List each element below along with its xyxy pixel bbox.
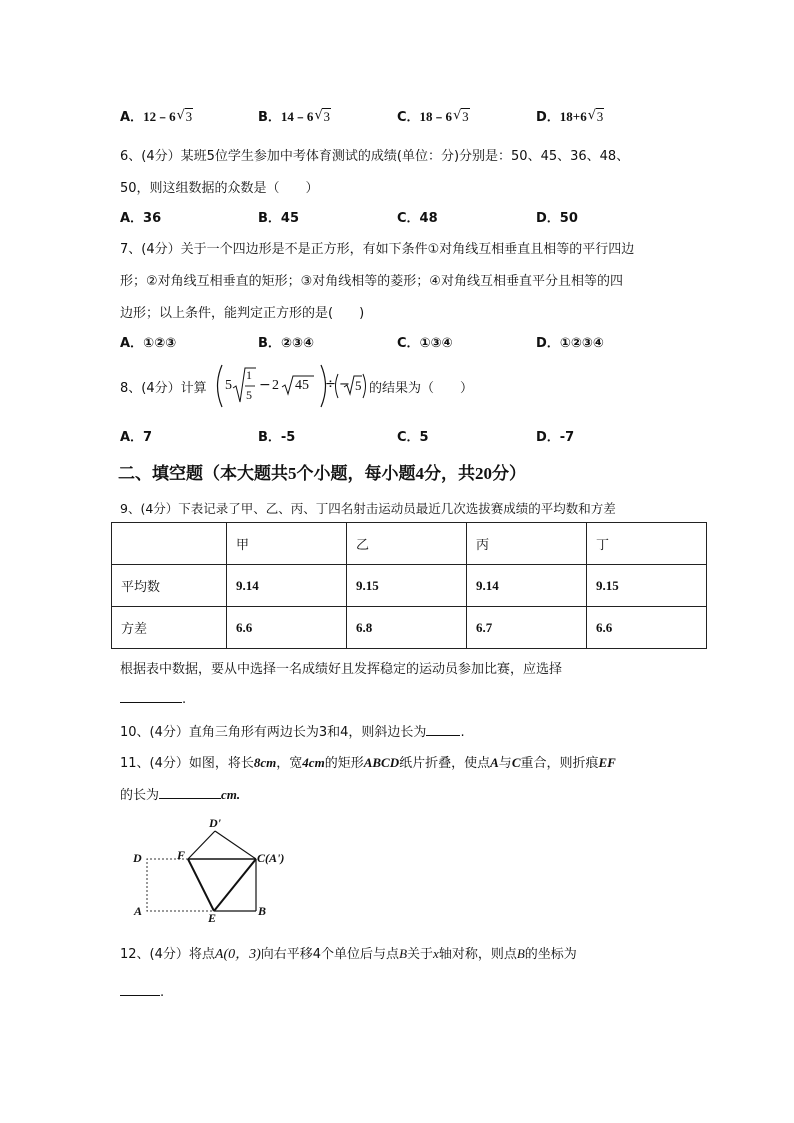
sqrt-symbol: √ 3 (588, 109, 605, 125)
table-cell: 6.6 (227, 607, 347, 649)
q6-option-d: D．50 (536, 211, 578, 226)
q9-table (111, 522, 707, 649)
table-cell: 6.7 (467, 607, 587, 649)
q6-option-b: B．45 (258, 211, 299, 226)
q5-option-b: B．14﹣6√ 3 (258, 106, 331, 125)
q8-option-b: B．-5 (258, 430, 296, 445)
q9-answer-line: . (120, 690, 186, 707)
table-row (112, 523, 707, 565)
table-cell: 6.6 (587, 607, 707, 649)
label-f: F (177, 848, 186, 862)
q7-option-a: A．①②③ (120, 336, 177, 351)
section-heading: 二、填空题（本大题共5个小题，每小题4分，共20分） (118, 464, 526, 483)
table-cell: 方差 (112, 607, 227, 649)
label-b: B (258, 904, 267, 918)
table-header: 丙 (467, 523, 587, 565)
label-d-prime: D' (209, 816, 221, 830)
q5-option-a: A．12﹣6√ 3 (120, 106, 193, 125)
q6-option-a: A．36 (120, 211, 162, 226)
q12-answer-line: . (120, 983, 164, 1000)
sqrt-symbol: √ 3 (453, 109, 470, 125)
q8-expression: 5 1 5 − 2 45 ÷ − 5 (213, 362, 423, 410)
q6-line1: 6、(4分）某班5位学生参加中考体育测试的成绩(单位：分)分别是：50、45、36、48、 (120, 149, 630, 164)
table-cell (112, 523, 227, 565)
table-cell: 9.14 (467, 565, 587, 607)
q11-figure (130, 815, 310, 925)
q9-after: 根据表中数据，要从中选择一名成绩好且发挥稳定的运动员参加比赛，应选择 (120, 662, 563, 677)
q7-line1: 7、(4分）关于一个四边形是不是正方形，有如下条件①对角线互相垂直且相等的平行四边 (120, 242, 635, 257)
table-row (112, 565, 707, 607)
fold-diagram (130, 815, 310, 925)
q7-option-b: B．②③④ (258, 336, 314, 351)
table-row (112, 607, 707, 649)
q10-line: 10、(4分）直角三角形有两边长为3和4，则斜边长为 . (120, 725, 465, 740)
label-c: C(A') (257, 851, 285, 865)
q5-option-c: C．18﹣6√ 3 (397, 106, 470, 125)
q8-suffix: 的结果为（ ） (369, 381, 474, 396)
answer-blank (120, 690, 182, 703)
table-header: 丁 (587, 523, 707, 565)
q12-line1: 12、(4分）将点A(0，3)向右平移4个单位后与点B关于x轴对称，则点B的坐标为 (120, 946, 577, 962)
label-d: D (133, 851, 142, 865)
q11-line1: 11、(4分）如图，将长8cm，宽4cm的矩形ABCD纸片折叠，使点A与C重合，则折痕EF (120, 755, 616, 771)
table-cell: 9.14 (227, 565, 347, 607)
q7-option-d: D．①②③④ (536, 336, 604, 351)
table-cell: 9.15 (347, 565, 467, 607)
q9-line1: 9、(4分）下表记录了甲、乙、丙、丁四名射击运动员最近几次选拔赛成绩的平均数和方差 (120, 501, 616, 516)
q11-line2: 的长为 cm. (120, 787, 241, 803)
q8-option-c: C．5 (397, 430, 429, 445)
q8-option-d: D．-7 (536, 430, 575, 445)
sqrt-symbol: √ 3 (314, 109, 331, 125)
label-e: E (208, 911, 217, 925)
table-header: 乙 (347, 523, 467, 565)
sqrt-symbol: √ 3 (177, 109, 194, 125)
table-cell: 6.8 (347, 607, 467, 649)
q7-option-c: C．①③④ (397, 336, 453, 351)
table-cell: 9.15 (587, 565, 707, 607)
q7-line3: 边形；以上条件，能判定正方形的是( ) (120, 306, 365, 321)
table-header: 甲 (227, 523, 347, 565)
label-a: A (134, 904, 143, 918)
answer-blank (159, 786, 221, 799)
q8-prefix: 8、(4分）计算 (120, 381, 207, 396)
q5-option-d: D．18+6√ 3 (536, 106, 604, 125)
q6-option-c: C．48 (397, 211, 438, 226)
answer-blank (426, 723, 460, 736)
answer-blank (120, 983, 160, 996)
q6-line2: 50，则这组数据的众数是（ ） (120, 181, 319, 196)
q8-option-a: A．7 (120, 430, 153, 445)
table-cell: 平均数 (112, 565, 227, 607)
q7-line2: 形；②对角线互相垂直的矩形；③对角线相等的菱形；④对角线互相垂直平分且相等的四 (120, 274, 623, 289)
